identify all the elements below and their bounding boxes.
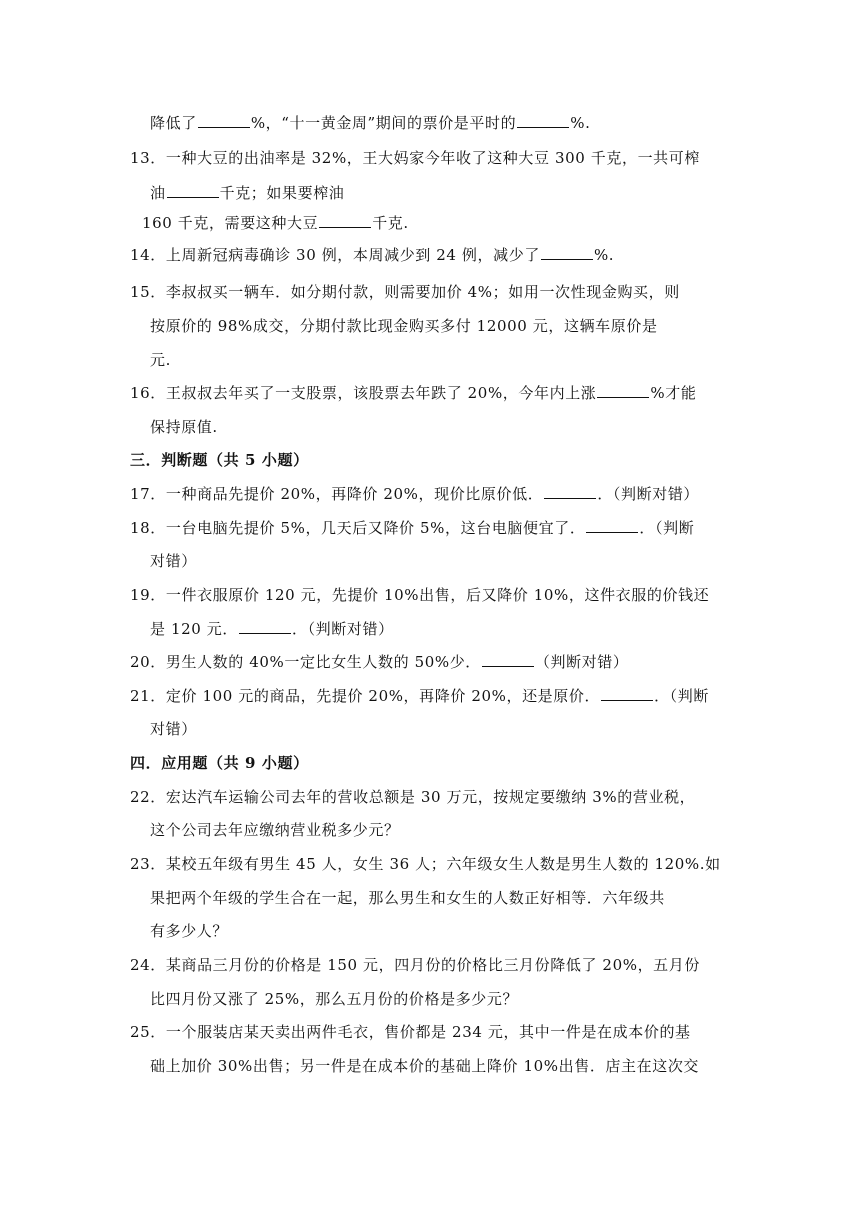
question-24-line-2 <box>150 989 518 1009</box>
question-24-line <box>130 955 700 975</box>
text-segment: 14．上周新冠病毒确诊 30 例，本周减少到 24 例，减少了 <box>130 246 540 264</box>
answer-blank <box>597 383 649 398</box>
question-15-line-3 <box>150 350 171 370</box>
question-20-line <box>130 652 629 672</box>
answer-blank <box>198 113 250 128</box>
text-segment: ．（判断对错） <box>597 485 700 503</box>
text-segment: %，“十一黄金周”期间的票价是平时的 <box>250 114 517 132</box>
question-13-line-3 <box>142 213 409 233</box>
text-segment: 按原价的 98%成交，分期付款比现金购买多付 12000 元，这辆车原价是 <box>150 317 658 335</box>
text-segment: 20．男生人数的 40%一定比女生人数的 50%少． <box>130 653 481 671</box>
question-18-line <box>130 518 694 538</box>
text-segment: %. <box>593 246 615 264</box>
text-segment: 这个公司去年应缴纳营业税多少元？ <box>150 821 400 839</box>
text-segment: 千克. <box>372 214 409 232</box>
text-segment: 16．王叔叔去年买了一支股票，该股票去年跌了 20%，今年内上涨 <box>130 384 597 402</box>
text-segment: ．（判断 <box>639 519 695 537</box>
answer-blank <box>167 183 219 198</box>
text-segment: 25．一个服装店某天卖出两件毛衣，售价都是 234 元，其中一件是在成本价的基 <box>130 1023 691 1041</box>
section-heading-judgement <box>130 450 309 470</box>
question-22-line <box>130 787 695 807</box>
text-segment: 有多少人？ <box>150 922 229 940</box>
answer-blank <box>601 686 653 701</box>
text-segment: 24．某商品三月份的价格是 150 元，四月份的价格比三月份降低了 20%，五月份 <box>130 956 700 974</box>
text-segment: 23．某校五年级有男生 45 人，女生 36 人；六年级女生人数是男生人数的 120%.如 <box>130 855 721 873</box>
question-13-line <box>130 148 700 168</box>
text-segment: 保持原值. <box>150 418 218 436</box>
question-15-line-2 <box>150 316 658 336</box>
question-25-line-2 <box>150 1056 699 1076</box>
question-16-line <box>130 383 696 403</box>
text-segment: 础上加价 30%出售；另一件是在成本价的基础上降价 10%出售．店主在这次交 <box>150 1057 700 1075</box>
text-segment: 18．一台电脑先提价 5%，几天后又降价 5%，这台电脑便宜了． <box>130 519 586 537</box>
text-segment: 对错） <box>150 552 197 570</box>
question-13-line-2 <box>150 183 344 203</box>
question-21-line <box>130 686 709 706</box>
question-18-line-2 <box>150 551 197 571</box>
text-segment: %才能 <box>650 384 697 402</box>
text-segment: 油 <box>150 184 166 202</box>
text-segment: 15．李叔叔买一辆车．如分期付款，则需要加价 4%；如用一次性现金购买，则 <box>130 283 680 301</box>
text-segment: 比四月份又涨了 25%，那么五月份的价格是多少元？ <box>150 990 519 1008</box>
question-23-line <box>130 854 721 874</box>
text-segment: 千克；如果要榨油 <box>219 184 345 202</box>
text-segment: 13．一种大豆的出油率是 32%，王大妈家今年收了这种大豆 300 千克，一共可榨 <box>130 149 700 167</box>
text-segment: 是 120 元． <box>150 620 238 638</box>
text-segment: 三．判断题（共 5 小题） <box>130 451 309 469</box>
text-segment: ．（判断对错） <box>291 620 394 638</box>
answer-blank <box>482 652 534 667</box>
text-segment: （判断对错） <box>534 653 629 671</box>
text-segment: 17．一种商品先提价 20%，再降价 20%，现价比原价低． <box>130 485 544 503</box>
question-23-line-2 <box>150 888 665 908</box>
question-22-line-2 <box>150 820 400 840</box>
text-segment: %. <box>570 114 591 132</box>
answer-blank <box>586 518 638 533</box>
answer-blank <box>517 113 569 128</box>
question-14-line <box>130 245 614 265</box>
section-heading-application <box>130 753 309 773</box>
answer-blank <box>239 619 291 634</box>
question-16-line-2 <box>150 417 218 437</box>
text-segment: 元. <box>150 351 171 369</box>
text-segment: 21．定价 100 元的商品，先提价 20%，再降价 20%，还是原价． <box>130 687 601 705</box>
answer-blank <box>541 245 593 260</box>
text-segment: 降低了 <box>150 114 197 132</box>
q12-continuation-line <box>150 113 590 133</box>
answer-blank <box>319 213 371 228</box>
question-21-line-2 <box>150 719 197 739</box>
answer-blank <box>544 484 596 499</box>
question-19-line <box>130 585 709 605</box>
text-segment: 160 千克，需要这种大豆 <box>142 214 319 232</box>
question-15-line <box>130 282 680 302</box>
text-segment: ．（判断 <box>654 687 709 705</box>
text-segment: 果把两个年级的学生合在一起，那么男生和女生的人数正好相等．六年级共 <box>150 889 665 907</box>
text-segment: 19．一件衣服原价 120 元，先提价 10%出售，后又降价 10%，这件衣服的价钱还 <box>130 586 710 604</box>
text-segment: 22．宏达汽车运输公司去年的营收总额是 30 万元，按规定要缴纳 3%的营业税， <box>130 788 696 806</box>
text-segment: 四．应用题（共 9 小题） <box>130 754 309 772</box>
question-23-line-3 <box>150 921 228 941</box>
text-segment: 对错） <box>150 720 197 738</box>
question-25-line <box>130 1022 691 1042</box>
question-17-line <box>130 484 699 504</box>
question-19-line-2 <box>150 619 394 639</box>
